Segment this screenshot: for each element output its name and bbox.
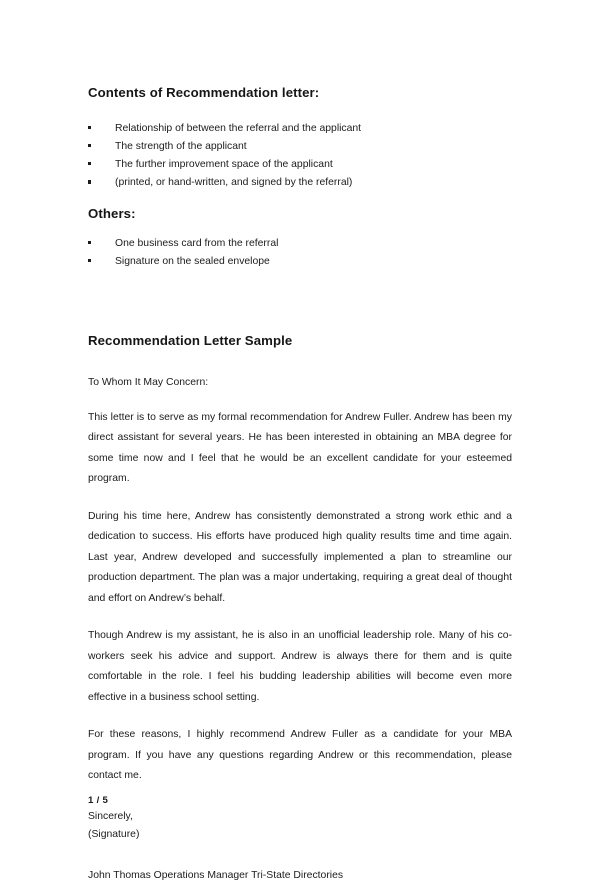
contents-bullet-list	[88, 120, 512, 193]
bullet-point-icon	[88, 120, 115, 138]
others-bullet-list	[88, 235, 512, 271]
letter-signatory: John Thomas Operations Manager Tri-State Directories	[88, 869, 344, 881]
list-item	[88, 253, 512, 271]
page-content	[88, 0, 512, 885]
letter-paragraph: For these reasons, I highly recommend Andrew Fuller as a candidate for your MBA program. If you have any questions regarding Andrew or this recommendation, please contact me.	[88, 729, 512, 782]
list-item-label: The further improvement space of the applicant	[115, 158, 333, 170]
page-number: 1 / 5	[88, 795, 109, 806]
page-footer	[88, 790, 512, 808]
list-item-label: One business card from the referral	[115, 237, 279, 249]
list-item-label: (printed, or hand-written, and signed by the referral)	[115, 177, 353, 189]
list-item	[88, 174, 512, 192]
bullet-point-icon	[88, 235, 115, 253]
list-item	[88, 235, 512, 253]
others-section-heading: Others:	[88, 206, 136, 222]
closing-salutation: Sincerely,	[88, 810, 133, 822]
bullet-point-icon	[88, 174, 115, 192]
list-item-label: Relationship of between the referral and the applicant	[115, 122, 362, 134]
list-item	[88, 138, 512, 156]
letter-paragraph: This letter is to serve as my formal recommendation for Andrew Fuller. Andrew has been my direct assistant for several years. He has been interested in obtaining an MBA degree for some time now and I feel that he would be an excellent candidate for your esteemed program.	[88, 411, 512, 485]
letter-salutation: To Whom It May Concern:	[88, 376, 209, 388]
list-item	[88, 156, 512, 174]
bullet-point-icon	[88, 156, 115, 174]
sample-section-heading: Recommendation Letter Sample	[88, 333, 293, 349]
list-item-label: Signature on the sealed envelope	[115, 256, 270, 268]
signature-placeholder: (Signature)	[88, 829, 140, 841]
letter-paragraph: Though Andrew is my assistant, he is also in an unofficial leadership role. Many of his co-workers seek his advice and support. Andrew is always there for them and is quite comfortable in the role. I feel his budding leadership abilities will become even more effective in a business school setting.	[88, 630, 512, 703]
contents-section-heading: Contents of Recommendation letter:	[88, 85, 320, 100]
list-item-label: The strength of the applicant	[115, 140, 247, 152]
letter-paragraph: During his time here, Andrew has consistently demonstrated a strong work ethic and a dedication to success. His efforts have produced high quality results time and time again. Last year, Andrew developed and successfully implemented a plan to streamline our production department. The plan was a major undertaking, requiring a great deal of thought and effort on Andrew’s behalf.	[88, 510, 512, 604]
bullet-point-icon	[88, 138, 115, 156]
list-item	[88, 120, 512, 138]
bullet-point-icon	[88, 253, 115, 271]
